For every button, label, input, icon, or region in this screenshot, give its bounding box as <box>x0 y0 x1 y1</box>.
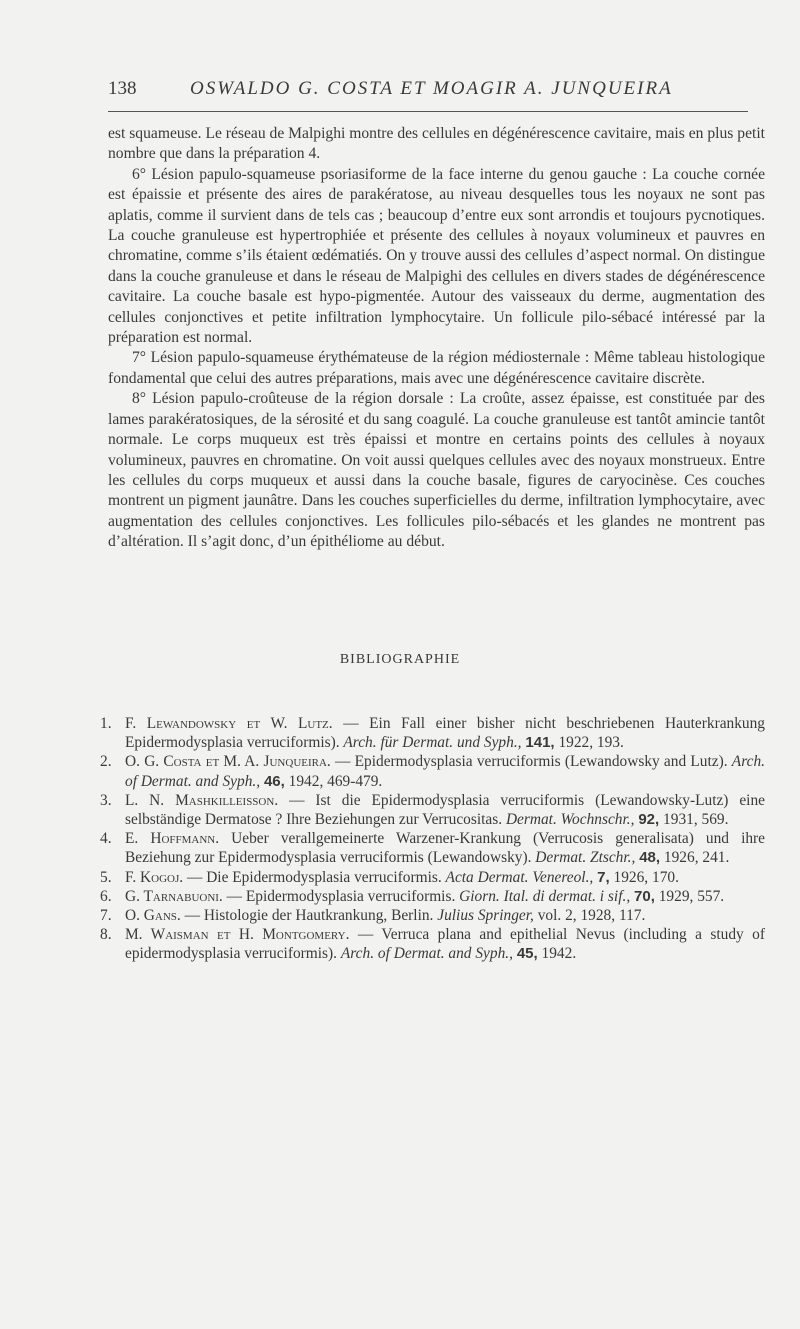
reference-rest: 1926, 170. <box>609 868 679 886</box>
reference-rest: 1931, 569. <box>659 811 729 829</box>
reference-journal: Dermat. Ztschr., <box>535 849 636 867</box>
paragraph: est squameuse. Le réseau de Malpighi montre des cellules en dégénérescence cavitaire, mais en plus petit nombre que dans la préparation 4. <box>108 125 765 163</box>
reference-text: — Ist die Epidermodysplasia verruciformis (Lewandowsky-Lutz) eine selbständige Dermatose ? Ihre Beziehungen zur Verrucositas. <box>125 791 765 829</box>
reference-number: 3. <box>100 791 112 809</box>
reference-number: 1. <box>100 715 112 732</box>
reference-item <box>100 868 765 887</box>
reference-number: 4. <box>100 830 112 848</box>
reference-journal: Arch. für Dermat. und Syph., <box>343 734 522 752</box>
reference-authors: F. Lewandowsky et W. Lutz. <box>125 715 333 732</box>
reference-authors: O. G. Costa et M. A. Junqueira. <box>125 753 331 771</box>
reference-item <box>100 925 765 963</box>
reference-item <box>100 906 765 925</box>
reference-text: — Ein Fall einer bisher nicht beschriebenen Hauterkrankung Epidermodysplasia verruciformis). <box>125 715 765 752</box>
running-title: OSWALDO G. COSTA ET MOAGIR A. JUNQUEIRA <box>190 78 673 99</box>
reference-authors: O. Gans. <box>125 907 181 925</box>
reference-volume: 70, <box>634 887 655 905</box>
reference-volume: 7, <box>597 868 610 886</box>
bibliography-title: BIBLIOGRAPHIE <box>339 652 461 667</box>
reference-text: — Verruca plana and epithelial Nevus (including a study of epidermodysplasia verruciformis). <box>125 926 765 963</box>
reference-text: — Epidermodysplasia verruciformis (Lewandowsky and Lutz). <box>330 753 732 771</box>
reference-volume: 46, <box>263 772 285 790</box>
reference-volume: 141, <box>525 734 555 752</box>
page-number: 138 <box>108 78 137 99</box>
header-rule <box>108 111 748 112</box>
reference-number: 7. <box>100 907 112 925</box>
reference-text: — Histologie der Hautkrankung, Berlin. <box>180 907 438 925</box>
body-text <box>108 124 765 553</box>
reference-item <box>100 887 765 906</box>
reference-authors: M. Waisman et H. Montgomery. <box>125 926 350 944</box>
reference-item <box>100 829 765 867</box>
reference-item <box>100 714 765 752</box>
reference-journal: Acta Dermat. Venereol., <box>445 868 594 886</box>
reference-journal: Dermat. Wochnschr., <box>505 811 635 829</box>
reference-rest: 1929, 557. <box>654 887 725 905</box>
reference-number: 5. <box>100 868 112 886</box>
reference-authors: L. N. Mashkilleisson. <box>125 791 279 809</box>
reference-authors: G. Tarnabuoni. <box>125 887 223 905</box>
reference-rest: vol. 2, 1928, 117. <box>533 907 646 925</box>
reference-rest: 1922, 193. <box>554 734 624 752</box>
reference-number: 8. <box>100 926 112 944</box>
reference-volume: 45, <box>516 945 538 963</box>
reference-text: — Epidermodysplasia verruciformis. <box>222 887 460 905</box>
reference-text: Ueber verallgemeinerte Warzener-Krankung (Verrucosis generalisata) und ihre Beziehung zur Epidermodysplasia verruciformis (Lewandowsky). <box>125 830 765 867</box>
reference-volume: 92, <box>638 811 660 829</box>
reference-journal: Arch. of Dermat. and Syph., <box>340 945 513 963</box>
reference-authors: E. Hoffmann. <box>125 830 220 848</box>
reference-number: 2. <box>100 753 112 771</box>
reference-number: 6. <box>100 887 112 905</box>
bibliography-list <box>100 714 765 964</box>
reference-authors: F. Kogoj. <box>125 868 184 886</box>
reference-journal: Arch. of Dermat. and Syph., <box>125 753 765 790</box>
paragraph: 7° Lésion papulo-squameuse érythémateuse de la région médiosternale : Même tableau histologique fondamental que celui des autres préparations, mais avec une dégénérescence cavitaire discrète. <box>108 349 765 387</box>
reference-journal: Giorn. Ital. di dermat. i sif., <box>459 887 631 905</box>
reference-journal: Julius Springer, <box>437 907 534 925</box>
paragraph: 6° Lésion papulo-squameuse psoriasiforme de la face interne du genou gauche : La couche cornée est épaissie et présente des aires de parakératose, au niveau desquelles tous les noyaux ne sont pas aplatis, comme il survient dans de tels cas ; beaucoup d’entre eux sont arrondis et toujours pycnotiques. La couche granuleuse est hypertrophiée et présente des cellules à noyaux volumineux et pauvres en chromatine, comme s’ils étaient œdématiés. On y trouve aussi des cellules d’aspect normal. On distingue dans la couche granuleuse et dans le réseau de Malpighi des cellules en divers stades de dégénérescence cavitaire. La couche basale est hypo-pigmentée. Autour des vaisseaux du derme, augmentation des cellules conjonctives et petite infiltration lymphocytaire. Un follicule pilo-sébacé intéressé par la préparation est normal. <box>108 165 765 347</box>
reference-volume: 48, <box>639 849 661 867</box>
paragraph: 8° Lésion papulo-croûteuse de la région dorsale : La croûte, assez épaisse, est constituée par des lames parakératosiques, de la sérosité et du sang coagulé. La couche granuleuse est tantôt amincie tantôt normale. Le corps muqueux est très épaissi et montre en certains points des cellules à noyaux volumineux, pauvres en chromatine. On voit aussi quelques cellules avec des noyaux monstrueux. Entre les cellules du corps muqueux et aussi dans la couche basale, figures de caryocinèse. Ces couches montrent un pigment jaunâtre. Dans les couches superficielles du derme, infiltration lymphocytaire, avec augmentation des cellules conjonctives. Les follicules pilo-sébacés et les glandes ne montrent pas d’altération. Il s’agit donc, d’un épithéliome au début. <box>108 390 765 551</box>
reference-item <box>100 752 765 790</box>
page-header <box>108 74 748 104</box>
reference-rest: 1942, 469-479. <box>284 772 383 790</box>
reference-rest: 1926, 241. <box>660 849 730 867</box>
reference-item <box>100 791 765 829</box>
reference-rest: 1942. <box>537 945 577 963</box>
reference-text: — Die Epidermodysplasia verruciformis. <box>183 868 446 886</box>
